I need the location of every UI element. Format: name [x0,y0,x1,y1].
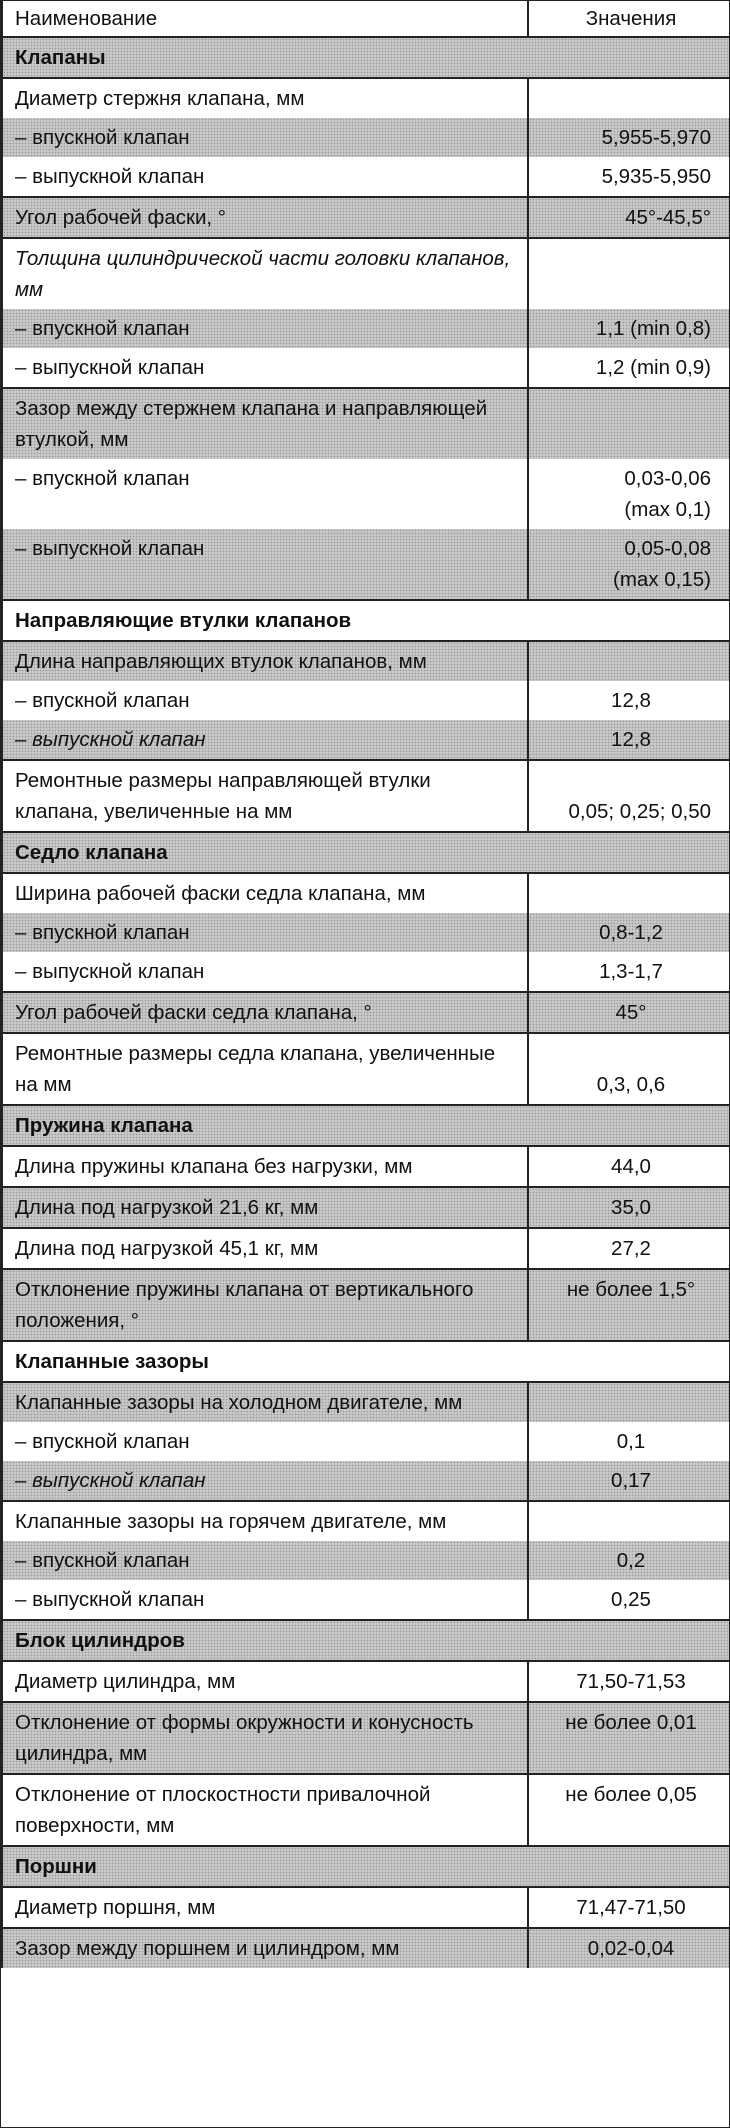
table-row [2,641,730,681]
param-value: 44,0 [528,1146,730,1187]
param-label: – выпускной клапан [2,720,528,760]
section-row [2,1620,730,1661]
param-value [528,529,730,600]
param-label: – выпускной клапан [2,157,528,197]
section-title: Клапанные зазоры [2,1341,730,1382]
table-row [2,760,730,832]
param-value-line: (max 0,1) [624,498,711,521]
param-value: 71,50-71,53 [528,1661,730,1702]
param-label: – впускной клапан [2,1422,528,1461]
param-label: – выпускной клапан [2,1580,528,1620]
param-value: не более 0,05 [528,1774,730,1846]
param-label: Ремонтные размеры седла клапана, увеличенные на мм [2,1033,528,1105]
table-row [2,1269,730,1341]
param-value: 0,1 [528,1422,730,1461]
table-row [2,157,730,197]
param-label: – выпускной клапан [2,529,528,600]
section-title: Клапаны [2,37,730,78]
param-value-line: 0,03-0,06 [624,467,711,490]
param-label: Длина направляющих втулок клапанов, мм [2,641,528,681]
param-value: 0,3, 0,6 [528,1033,730,1105]
param-value: 45°-45,5° [528,197,730,238]
param-value: 1,3-1,7 [528,952,730,992]
value-column-header: Значения [528,1,730,37]
param-value: 12,8 [528,720,730,760]
param-label: Длина под нагрузкой 45,1 кг, мм [2,1228,528,1269]
param-value: 71,47-71,50 [528,1887,730,1928]
section-title: Направляющие втулки клапанов [2,600,730,641]
param-label: – впускной клапан [2,681,528,720]
table-row [2,1580,730,1620]
name-column-header: Наименование [2,1,528,37]
param-value: 12,8 [528,681,730,720]
section-row [2,1846,730,1887]
param-value: 45° [528,992,730,1033]
table-row [2,952,730,992]
param-value: 1,1 (min 0,8) [528,309,730,348]
section-row [2,1341,730,1382]
table-row [2,913,730,952]
table-row [2,1187,730,1228]
param-value: 0,8-1,2 [528,913,730,952]
table-row [2,1774,730,1846]
table-row [2,1928,730,1968]
section-title: Пружина клапана [2,1105,730,1146]
table-row [2,1033,730,1105]
param-label: Диаметр цилиндра, мм [2,1661,528,1702]
table-row [2,1146,730,1187]
param-value [528,78,730,118]
table-row [2,529,730,600]
param-label: Зазор между поршнем и цилиндром, мм [2,1928,528,1968]
param-label: – впускной клапан [2,309,528,348]
param-label: Клапанные зазоры на холодном двигателе, мм [2,1382,528,1422]
table-row [2,197,730,238]
table-row [2,348,730,388]
param-label: Длина под нагрузкой 21,6 кг, мм [2,1187,528,1228]
param-label: Отклонение пружины клапана от вертикального положения, ° [2,1269,528,1341]
table-row [2,1702,730,1774]
table-row [2,1541,730,1580]
param-label: Отклонение от формы окружности и конусность цилиндра, мм [2,1702,528,1774]
param-label: Ширина рабочей фаски седла клапана, мм [2,873,528,913]
table-row [2,78,730,118]
param-value: 27,2 [528,1228,730,1269]
param-label: Угол рабочей фаски седла клапана, ° [2,992,528,1033]
table-row [2,1887,730,1928]
param-value: 0,02-0,04 [528,1928,730,1968]
param-value: 0,17 [528,1461,730,1501]
section-row [2,832,730,873]
section-title: Поршни [2,1846,730,1887]
param-value-line: (max 0,15) [613,568,711,591]
param-label: – впускной клапан [2,913,528,952]
param-value [528,1382,730,1422]
table-row [2,238,730,309]
table-row [2,720,730,760]
table-row [2,309,730,348]
param-label: Зазор между стержнем клапана и направляющей втулкой, мм [2,388,528,459]
param-value: 0,05; 0,25; 0,50 [528,760,730,832]
spec-table [1,1,730,1968]
table-row [2,459,730,529]
param-label: Диаметр поршня, мм [2,1887,528,1928]
param-value: 0,25 [528,1580,730,1620]
section-title: Седло клапана [2,832,730,873]
table-row [2,1382,730,1422]
param-label: Ремонтные размеры направляющей втулки клапана, увеличенные на мм [2,760,528,832]
param-value: 5,935-5,950 [528,157,730,197]
section-row [2,1105,730,1146]
param-value: 1,2 (min 0,9) [528,348,730,388]
section-title: Блок цилиндров [2,1620,730,1661]
table-row [2,992,730,1033]
param-value [528,238,730,309]
table-row [2,1461,730,1501]
param-value [528,459,730,529]
param-value [528,1501,730,1541]
section-row [2,600,730,641]
param-label: Отклонение от плоскостности привалочной поверхности, мм [2,1774,528,1846]
param-value: не более 1,5° [528,1269,730,1341]
table-row [2,1422,730,1461]
param-value: 5,955-5,970 [528,118,730,157]
param-label: – впускной клапан [2,459,528,529]
param-label: Толщина цилиндрической части головки клапанов, мм [2,238,528,309]
table-row [2,1501,730,1541]
table-header [2,1,730,37]
table-row [2,873,730,913]
param-value [528,641,730,681]
param-label: – впускной клапан [2,1541,528,1580]
table-row [2,388,730,459]
param-label: – выпускной клапан [2,952,528,992]
param-label: Клапанные зазоры на горячем двигателе, мм [2,1501,528,1541]
table-row [2,681,730,720]
section-row [2,37,730,78]
table-row [2,118,730,157]
param-label: – впускной клапан [2,118,528,157]
param-value: 0,2 [528,1541,730,1580]
param-value-line: 0,05-0,08 [624,537,711,560]
param-value [528,388,730,459]
param-value: 35,0 [528,1187,730,1228]
param-label: Угол рабочей фаски, ° [2,197,528,238]
param-label: Длина пружины клапана без нагрузки, мм [2,1146,528,1187]
param-value [528,873,730,913]
param-label: – выпускной клапан [2,1461,528,1501]
table-row [2,1661,730,1702]
param-label: Диаметр стержня клапана, мм [2,78,528,118]
param-label: – выпускной клапан [2,348,528,388]
param-value: не более 0,01 [528,1702,730,1774]
table-row [2,1228,730,1269]
